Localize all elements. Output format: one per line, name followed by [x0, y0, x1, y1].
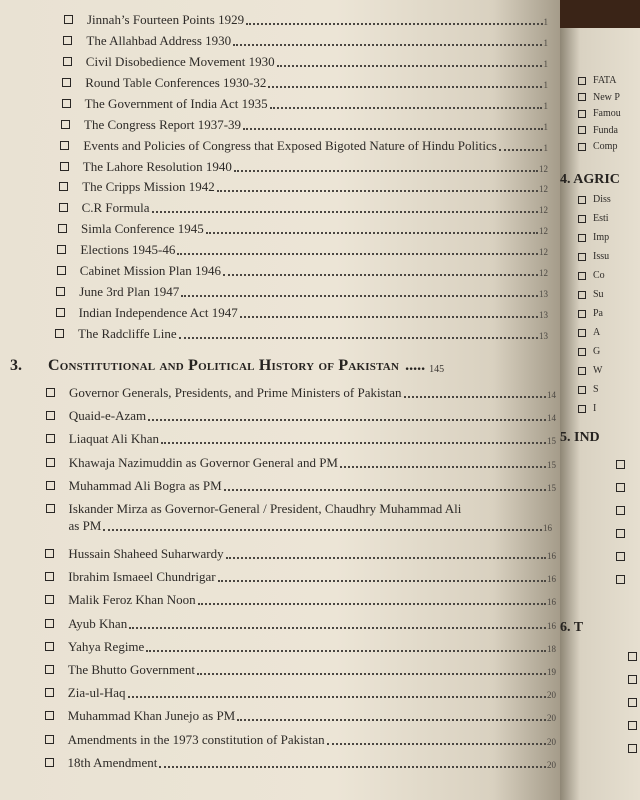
entry-page-number: 16 [546, 597, 556, 608]
right-entry[interactable] [578, 289, 604, 300]
checkbox-icon [578, 310, 586, 318]
entry-label: Indian Independence Act 1947 [78, 305, 238, 321]
entry-label: Jinnah’s Fourteen Points 1929 [87, 12, 245, 27]
checkbox-icon [64, 15, 73, 24]
entry-label: Iskander Mirza as Governor-General / President, Chaudhry Muhammad Ali [68, 501, 462, 516]
checkbox-icon [45, 758, 54, 767]
checkbox-icon[interactable] [616, 552, 625, 561]
checkbox-icon [578, 215, 586, 223]
entry-label: Governor Generals, Presidents, and Prime Ministers of Pakistan [69, 385, 402, 400]
checkbox-icon [46, 504, 55, 513]
entry-label: Events and Policies of Congress that Exposed Bigoted Nature of Hindu Politics [83, 137, 497, 153]
right-entry-label: Imp [593, 232, 610, 243]
toc-entry[interactable] [58, 221, 548, 237]
toc-entry[interactable] [45, 662, 556, 678]
toc-entry[interactable] [62, 96, 548, 112]
right-entry[interactable] [578, 403, 596, 414]
checkbox-icon [46, 388, 55, 397]
dot-leader [129, 627, 546, 629]
dot-leader [159, 766, 546, 768]
checkbox-icon [578, 386, 586, 394]
entry-page-number: 19 [546, 667, 556, 677]
checkbox-icon [56, 308, 65, 317]
checkbox-icon [578, 291, 586, 299]
right-entry-label: Comp [593, 141, 618, 152]
section-6-heading[interactable]: 6. T [560, 620, 584, 635]
right-entry-label: S [593, 384, 599, 395]
right-entry[interactable] [578, 108, 621, 119]
dot-leader [234, 170, 538, 172]
checkbox-icon [63, 57, 72, 66]
entry-page-number: 20 [546, 736, 556, 747]
section-4-heading[interactable]: 4. AGRIC [560, 172, 620, 187]
entry-page-number: 1 [543, 17, 548, 27]
entry-page-number: 16 [546, 574, 556, 585]
right-entry[interactable] [578, 346, 600, 357]
right-entry[interactable] [578, 141, 617, 152]
dot-leader [499, 149, 543, 151]
entry-page-number: 12 [538, 163, 548, 174]
dot-leader [179, 337, 538, 339]
toc-entry[interactable] [45, 708, 556, 724]
section-3-heading[interactable] [10, 357, 444, 375]
entry-page-number: 16 [546, 551, 556, 561]
section-dots: ..... [405, 357, 426, 374]
dot-leader [233, 44, 542, 46]
toc-entry[interactable] [46, 478, 556, 494]
right-entry-label: Issu [593, 251, 610, 262]
right-entry-label: Su [593, 289, 604, 300]
right-entry[interactable] [578, 213, 609, 224]
checkbox-icon [578, 234, 586, 242]
right-entry-label: FATA [593, 75, 617, 86]
section-number: 3. [10, 357, 22, 374]
entry-label: Elections 1945-46 [80, 242, 176, 258]
toc-entry[interactable] [46, 431, 556, 447]
right-entry[interactable] [578, 384, 599, 395]
entry-label: The Lahore Resolution 1940 [82, 158, 232, 174]
right-entry-label: I [593, 403, 597, 414]
entry-page-number: 1 [543, 58, 548, 69]
dot-leader [206, 232, 538, 234]
toc-entry[interactable] [45, 639, 556, 655]
checkbox-icon [46, 481, 55, 490]
toc-entry[interactable] [57, 242, 548, 258]
entry-page-number: 12 [539, 226, 548, 237]
entry-page-number: 15 [546, 482, 556, 493]
toc-entry[interactable] [63, 33, 548, 49]
checkbox-icon [578, 126, 586, 134]
toc-entry[interactable] [45, 616, 556, 632]
checkbox-icon [578, 143, 586, 151]
entry-label: Khawaja Nazimuddin as Governor General and PM [68, 454, 338, 470]
entry-page-number: 18 [547, 643, 556, 654]
dot-leader [128, 696, 546, 698]
toc-entry[interactable] [57, 263, 548, 279]
right-entry-label: New P [593, 91, 620, 103]
dot-leader [181, 295, 538, 297]
checkbox-icon [60, 141, 69, 150]
checkbox-icon [45, 642, 54, 651]
entry-page-number: 1 [543, 121, 548, 132]
entry-page-number: 16 [546, 620, 556, 631]
entry-page-number: 16 [543, 523, 552, 533]
entry-page-number: 14 [547, 390, 556, 400]
section-page-number: 145 [429, 364, 445, 375]
entry-page-number: 12 [538, 184, 548, 195]
toc-entry[interactable] [45, 732, 556, 748]
checkbox-icon [578, 93, 586, 101]
checkbox-icon[interactable] [616, 529, 625, 538]
checkbox-icon [578, 253, 586, 261]
dot-leader [177, 253, 538, 255]
dot-leader [226, 557, 546, 559]
checkbox-icon [578, 329, 586, 337]
right-entry-label: Esti [593, 213, 609, 224]
entry-label: The Radcliffe Line [78, 326, 177, 341]
entry-page-number: 15 [546, 459, 556, 470]
entry-page-number: 1 [543, 100, 548, 111]
toc-entry[interactable] [59, 200, 548, 216]
entry-label: Round Table Conferences 1930-32 [85, 74, 267, 90]
entry-page-number: 1 [543, 79, 548, 90]
checkbox-icon[interactable] [616, 483, 625, 492]
dot-leader [103, 529, 542, 531]
checkbox-icon [46, 434, 55, 443]
toc-entry[interactable] [46, 385, 556, 401]
entry-page-number: 20 [546, 713, 556, 724]
right-entry[interactable] [578, 92, 620, 103]
right-entry[interactable] [578, 365, 602, 376]
checkbox-icon [58, 224, 67, 233]
entry-label: Ibrahim Ismaeel Chundrigar [68, 569, 216, 585]
right-entry[interactable] [578, 194, 611, 205]
entry-label: The Congress Report 1937-39 [84, 116, 242, 132]
checkbox-icon [45, 688, 54, 697]
right-entry[interactable] [578, 75, 616, 86]
dot-leader [198, 603, 546, 605]
checkbox-icon [57, 245, 66, 254]
checkbox-icon[interactable] [628, 744, 637, 753]
toc-entry[interactable] [62, 75, 548, 91]
entry-label: Muhammad Khan Junejo as PM [67, 708, 236, 724]
checkbox-icon [45, 665, 54, 674]
right-entry-label: Co [593, 270, 605, 281]
checkbox-icon [578, 405, 586, 413]
checkbox-icon [45, 735, 54, 744]
entry-page-number: 1 [543, 142, 548, 153]
entry-label-line2: as PM [68, 518, 102, 533]
checkbox-icon [55, 329, 64, 338]
dot-leader [277, 65, 543, 67]
section-title: Constitutional and Political History of Pakistan [48, 357, 400, 374]
entry-page-number: 14 [546, 413, 556, 424]
toc-entry[interactable] [56, 305, 548, 321]
entry-label: Simla Conference 1945 [81, 221, 204, 237]
right-entry-label: Pa [593, 308, 603, 319]
checkbox-icon [46, 458, 55, 467]
dot-leader [197, 673, 546, 675]
toc-entry[interactable] [59, 179, 548, 195]
entry-page-number: 13 [538, 289, 548, 300]
right-entry-label: Funda [593, 124, 618, 136]
dot-leader [240, 316, 538, 318]
checkbox-icon[interactable] [628, 698, 637, 707]
dot-leader [217, 190, 538, 192]
checkbox-icon [60, 162, 69, 171]
toc-entry[interactable] [61, 117, 548, 133]
checkbox-icon [56, 287, 65, 296]
toc-entry-continued[interactable] [69, 518, 553, 534]
checkbox-icon [45, 549, 54, 558]
checkbox-icon [46, 411, 55, 420]
toc-entry[interactable] [46, 408, 556, 424]
entry-label: Yahya Regime [68, 638, 145, 654]
entry-label: Ayub Khan [68, 615, 128, 631]
checkbox-icon [45, 711, 54, 720]
entry-page-number: 12 [538, 205, 548, 216]
checkbox-icon[interactable] [616, 460, 625, 469]
toc-entry[interactable] [45, 755, 557, 771]
entry-page-number: 20 [546, 690, 556, 701]
entry-label: Muhammad Ali Bogra as PM [68, 477, 222, 493]
entry-label: Liaquat Ali Khan [68, 431, 160, 447]
dot-leader [223, 274, 538, 276]
checkbox-icon [62, 78, 71, 87]
entry-page-number: 20 [547, 759, 556, 770]
right-entry-label: W [593, 365, 603, 376]
entry-label: The Allahbad Address 1930 [86, 32, 232, 48]
checkbox-icon[interactable] [628, 675, 637, 684]
entry-page-number: 13 [539, 331, 548, 341]
entry-page-number: 13 [538, 310, 548, 321]
dot-leader [224, 489, 546, 491]
checkbox-icon [45, 595, 54, 604]
entry-label: The Cripps Mission 1942 [82, 179, 215, 195]
entry-label: The Government of India Act 1935 [84, 95, 268, 111]
entry-label: June 3rd Plan 1947 [79, 284, 180, 300]
dot-leader [327, 743, 546, 745]
right-page [560, 28, 640, 800]
checkbox-icon[interactable] [616, 575, 625, 584]
dot-leader [404, 396, 546, 398]
checkbox-icon[interactable] [628, 721, 637, 730]
right-entry[interactable] [578, 125, 618, 136]
dot-leader [270, 107, 543, 109]
right-entry[interactable] [578, 232, 609, 243]
toc-entry[interactable] [60, 159, 548, 175]
checkbox-icon [57, 266, 66, 275]
entry-label: Quaid-e-Azam [68, 408, 147, 424]
checkbox-icon [578, 348, 586, 356]
dot-leader [243, 128, 542, 130]
entry-label: C.R Formula [81, 200, 150, 216]
right-entry[interactable] [578, 327, 600, 338]
checkbox-icon[interactable] [628, 652, 637, 661]
toc-entry[interactable] [45, 592, 556, 608]
entry-page-number: 15 [546, 436, 556, 447]
right-entry[interactable] [578, 308, 603, 319]
checkbox-icon [578, 272, 586, 280]
toc-entry[interactable] [45, 569, 556, 585]
checkbox-icon [62, 99, 71, 108]
entry-label: Civil Disobedience Movement 1930 [85, 53, 275, 69]
dot-leader [161, 442, 546, 444]
checkbox-icon [578, 196, 586, 204]
dot-leader [268, 86, 542, 88]
entry-label: Amendments in the 1973 constitution of Pakistan [67, 731, 325, 747]
toc-entry[interactable] [46, 501, 553, 517]
entry-label: Malik Feroz Khan Noon [68, 592, 196, 608]
checkbox-icon [45, 572, 54, 581]
checkbox-icon [61, 120, 70, 129]
dot-leader [237, 719, 546, 721]
toc-entry[interactable] [64, 12, 548, 28]
dot-leader [146, 650, 546, 652]
entry-label: Cabinet Mission Plan 1946 [79, 263, 221, 279]
entry-label: Zia-ul-Haq [67, 685, 126, 701]
right-entry[interactable] [578, 270, 605, 281]
right-entry-label: G [593, 346, 601, 357]
toc-entry[interactable] [56, 284, 548, 300]
right-entry[interactable] [578, 251, 609, 262]
entry-page-number: 12 [538, 247, 548, 258]
checkbox-icon [59, 203, 68, 212]
checkbox-icon [59, 182, 68, 191]
checkbox-icon [45, 619, 54, 628]
toc-entry[interactable] [45, 685, 556, 701]
section-5-heading[interactable]: 5. IND [560, 430, 600, 445]
entry-label: 18th Amendment [67, 754, 158, 770]
entry-label: Hussain Shaheed Suharwardy [68, 546, 224, 561]
entry-label: The Bhutto Government [67, 662, 195, 677]
right-entry-label: A [593, 327, 601, 338]
toc-entry[interactable] [46, 455, 556, 471]
toc-entry[interactable] [55, 326, 548, 342]
dot-leader [340, 466, 546, 468]
right-entry-label: Diss [593, 194, 611, 205]
dot-leader [246, 23, 542, 25]
dot-leader [218, 580, 546, 582]
checkbox-icon [578, 367, 586, 375]
right-entry-label: Famou [593, 108, 621, 119]
checkbox-icon[interactable] [616, 506, 625, 515]
dot-leader [148, 419, 546, 421]
checkbox-icon [578, 110, 586, 118]
checkbox-icon [63, 36, 72, 45]
toc-entry[interactable] [60, 138, 548, 154]
toc-entry[interactable] [45, 546, 556, 562]
checkbox-icon [578, 77, 586, 85]
entry-page-number: 12 [538, 268, 548, 279]
toc-entry[interactable] [63, 54, 548, 70]
dot-leader [152, 211, 538, 213]
entry-page-number: 1 [543, 37, 548, 48]
